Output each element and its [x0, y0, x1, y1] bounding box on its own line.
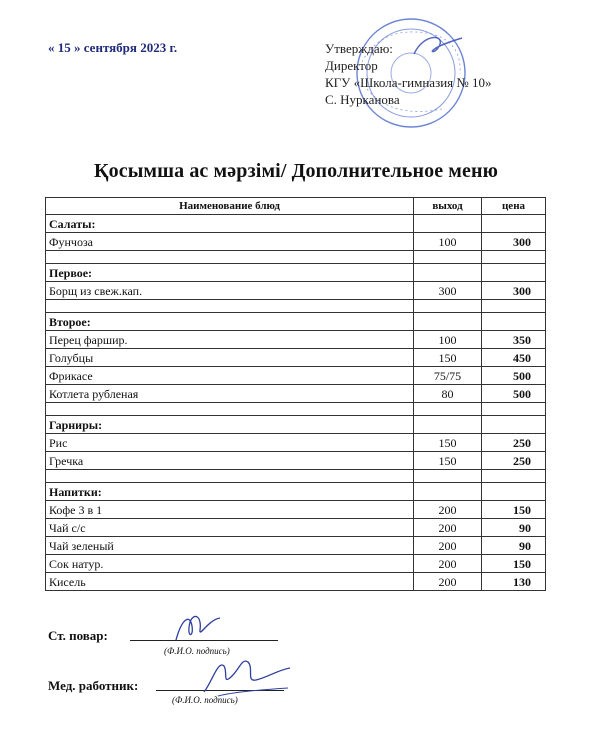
- dish-price: 90: [482, 537, 546, 555]
- dish-output: 300: [414, 282, 482, 300]
- dish-name: Гречка: [46, 452, 414, 470]
- category-name: Салаты:: [46, 215, 414, 233]
- med-worker-label: Мед. работник:: [48, 678, 139, 693]
- category-name: Напитки:: [46, 483, 414, 501]
- dish-output: 150: [414, 452, 482, 470]
- table-row: [46, 501, 546, 519]
- column-header-output: выход: [414, 198, 482, 215]
- dish-price: 150: [482, 501, 546, 519]
- table-row: [46, 573, 546, 591]
- table-row: [46, 331, 546, 349]
- dish-price: 450: [482, 349, 546, 367]
- dish-output: 150: [414, 434, 482, 452]
- spacer-row: [46, 470, 546, 483]
- dish-output: 150: [414, 349, 482, 367]
- category-row: [46, 416, 546, 434]
- cook-signature: [172, 612, 224, 646]
- dish-price: 250: [482, 452, 546, 470]
- category-name: Гарниры:: [46, 416, 414, 434]
- category-row: [46, 483, 546, 501]
- table-row: [46, 537, 546, 555]
- dish-output: 75/75: [414, 367, 482, 385]
- table-row: [46, 367, 546, 385]
- dish-price: 300: [482, 233, 546, 251]
- dish-name: Котлета рубленая: [46, 385, 414, 403]
- category-row: [46, 313, 546, 331]
- table-row: [46, 233, 546, 251]
- table-row: [46, 452, 546, 470]
- table-row: [46, 555, 546, 573]
- dish-output: 100: [414, 331, 482, 349]
- cook-label: Ст. повар:: [48, 628, 108, 643]
- dish-output: 200: [414, 555, 482, 573]
- spacer-row: [46, 300, 546, 313]
- dish-name: Кофе 3 в 1: [46, 501, 414, 519]
- dish-output: 200: [414, 573, 482, 591]
- table-row: [46, 349, 546, 367]
- dish-price: 150: [482, 555, 546, 573]
- dish-output: 200: [414, 537, 482, 555]
- dish-name: Сок натур.: [46, 555, 414, 573]
- approval-block: [325, 40, 492, 108]
- organization-name: КГУ «Школа-гимназия № 10»: [325, 75, 492, 90]
- dish-output: 200: [414, 519, 482, 537]
- dish-name: Фрикасе: [46, 367, 414, 385]
- dish-price: 300: [482, 282, 546, 300]
- table-row: [46, 519, 546, 537]
- dish-name: Рис: [46, 434, 414, 452]
- document-date: « 15 » сентября 2023 г.: [48, 40, 178, 55]
- dish-name: Голубцы: [46, 349, 414, 367]
- category-name: Первое:: [46, 264, 414, 282]
- category-name: Второе:: [46, 313, 414, 331]
- dish-name: Фунчоза: [46, 233, 414, 251]
- med-caption: (Ф.И.О. подпись): [172, 695, 238, 705]
- table-row: [46, 385, 546, 403]
- med-signature: [198, 652, 294, 700]
- dish-name: Перец фаршир.: [46, 331, 414, 349]
- category-row: [46, 264, 546, 282]
- approval-heading: Утверждаю:: [325, 41, 393, 56]
- page-title: Қосымша ас мәрзімі/ Дополнительное меню: [94, 160, 498, 182]
- dish-price: 500: [482, 385, 546, 403]
- column-header-price: цена: [482, 198, 546, 215]
- cook-caption: (Ф.И.О. подпись): [164, 646, 230, 656]
- approver-name: С. Нурканова: [325, 92, 400, 107]
- table-header-row: [46, 198, 546, 215]
- dish-output: 100: [414, 233, 482, 251]
- table-row: [46, 434, 546, 452]
- dish-name: Кисель: [46, 573, 414, 591]
- spacer-row: [46, 403, 546, 416]
- menu-table: [45, 197, 546, 591]
- column-header-dish: Наименование блюд: [46, 198, 414, 215]
- category-row: [46, 215, 546, 233]
- spacer-row: [46, 251, 546, 264]
- dish-price: 250: [482, 434, 546, 452]
- dish-name: Чай зеленый: [46, 537, 414, 555]
- dish-output: 200: [414, 501, 482, 519]
- dish-price: 130: [482, 573, 546, 591]
- table-row: [46, 282, 546, 300]
- dish-price: 90: [482, 519, 546, 537]
- dish-price: 500: [482, 367, 546, 385]
- approver-position: Директор: [325, 58, 378, 73]
- dish-name: Борщ из свеж.кап.: [46, 282, 414, 300]
- dish-name: Чай с/с: [46, 519, 414, 537]
- dish-price: 350: [482, 331, 546, 349]
- dish-output: 80: [414, 385, 482, 403]
